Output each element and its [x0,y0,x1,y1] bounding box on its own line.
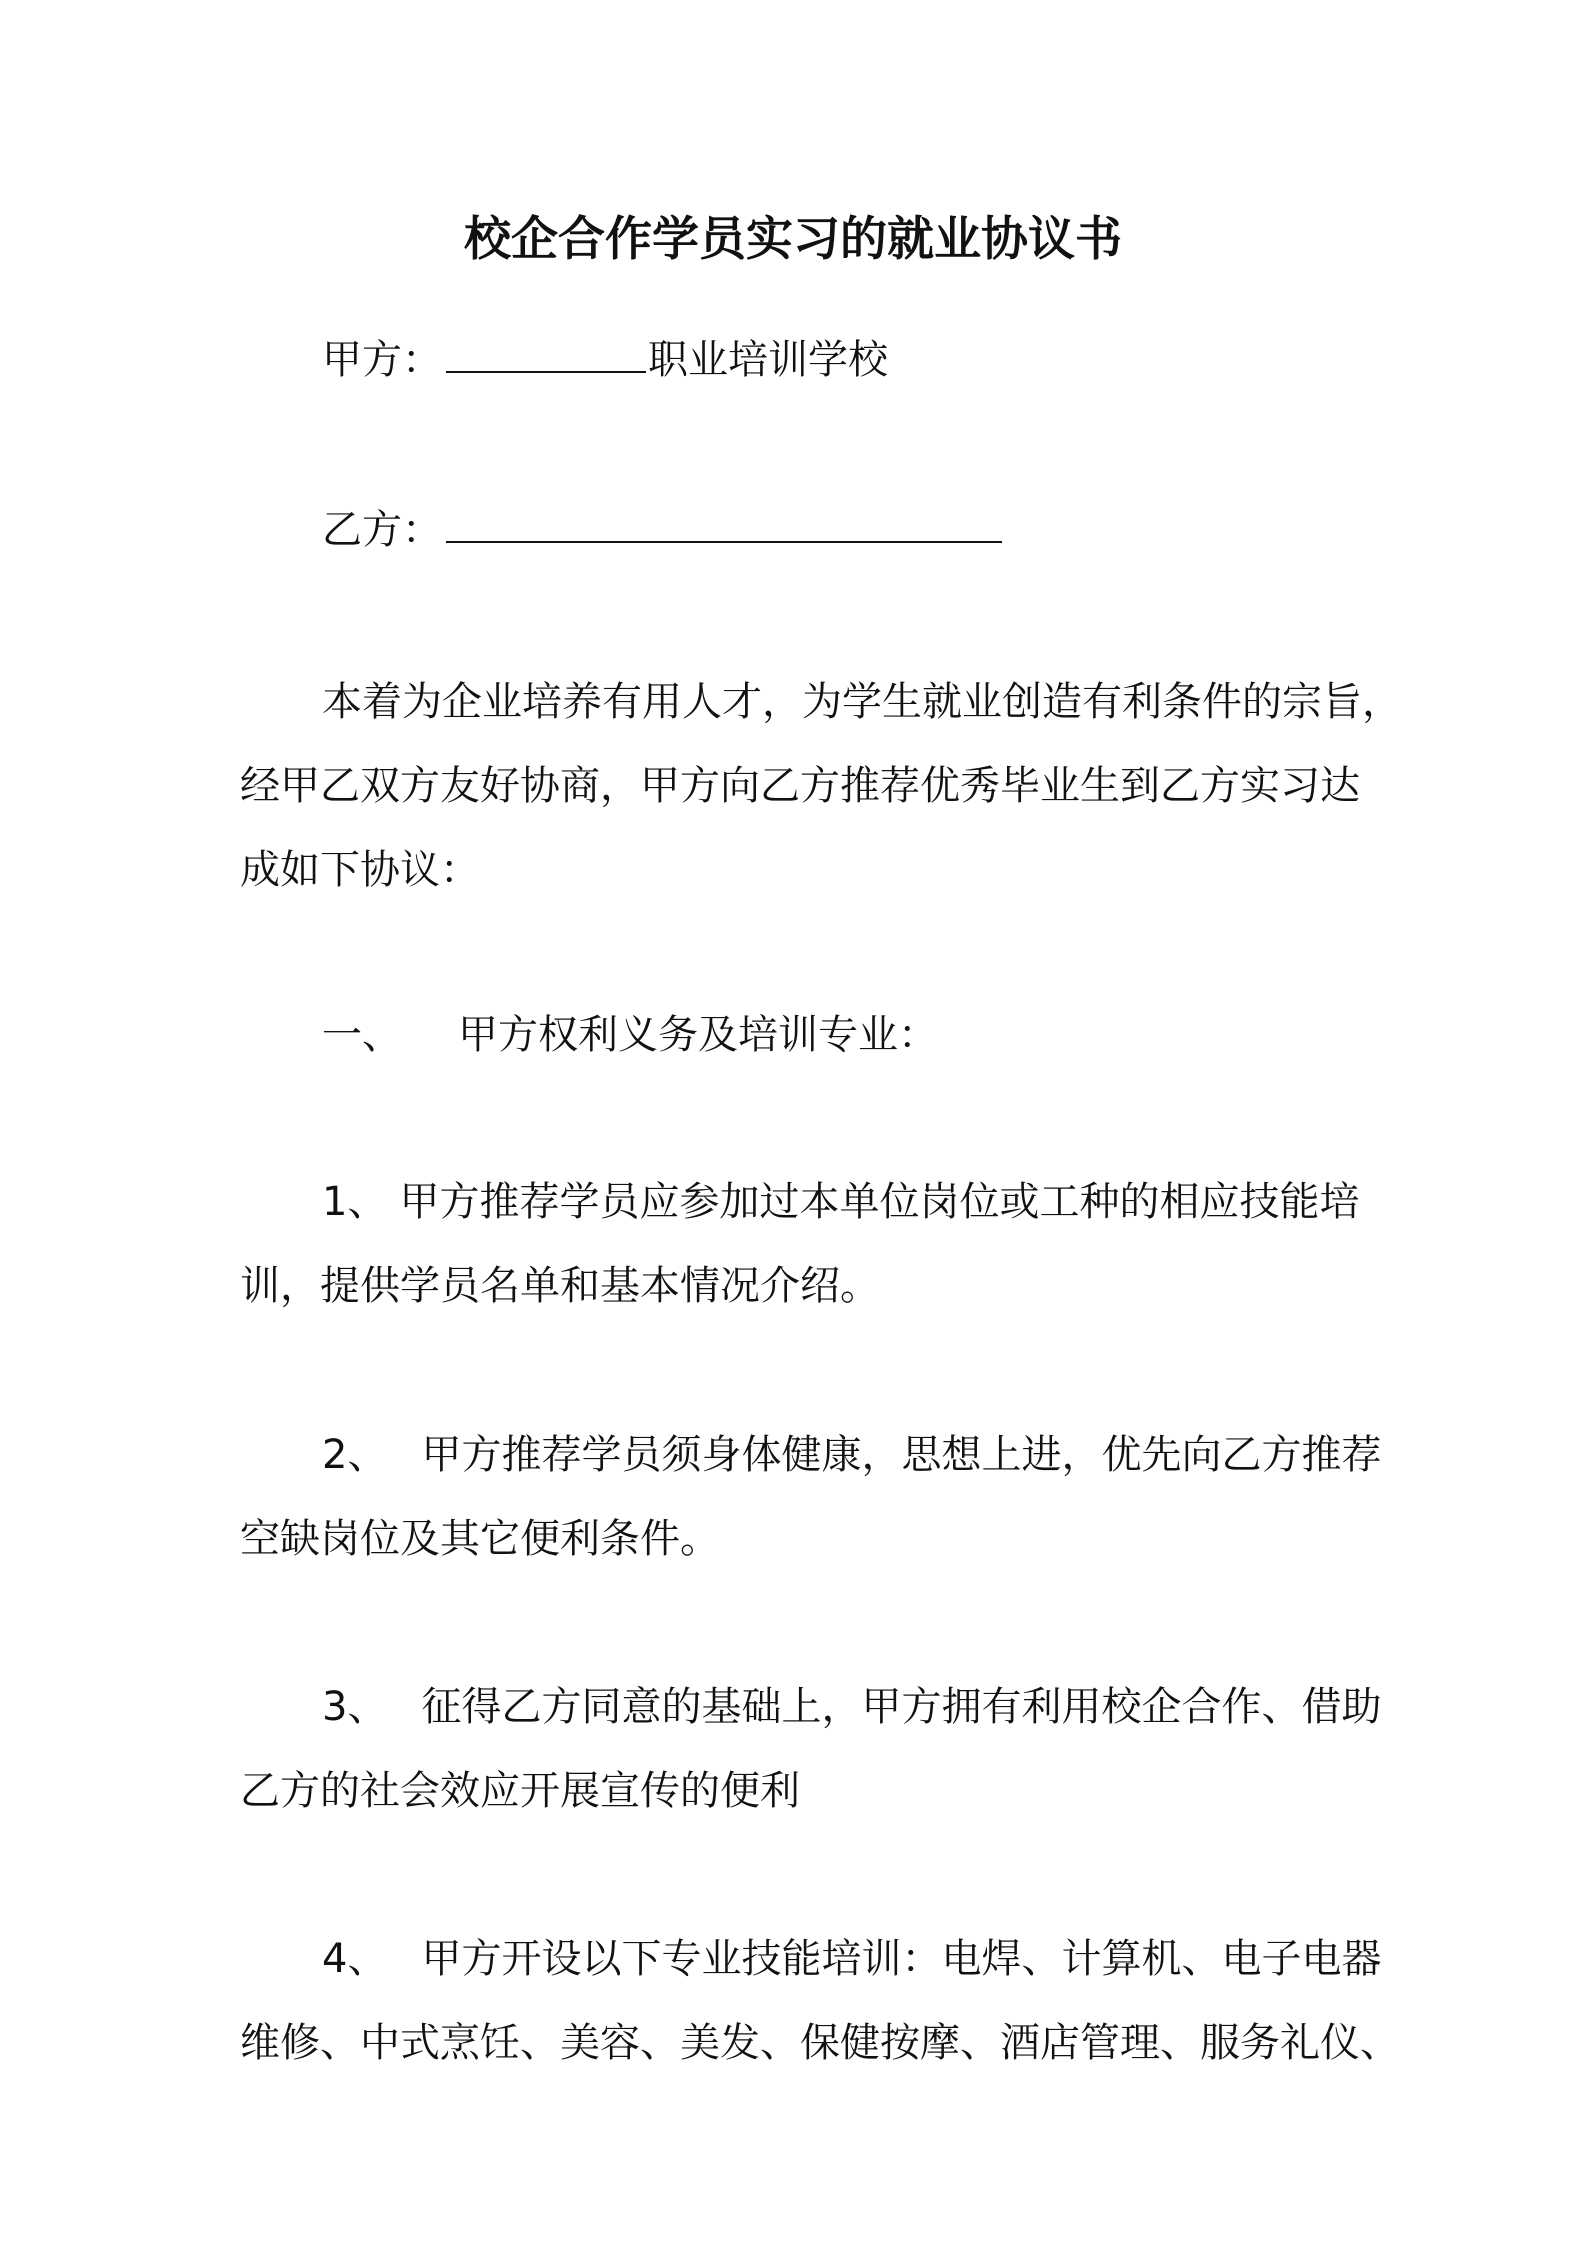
party-b-line [322,488,1004,572]
list-item-first-line [240,1413,1390,1497]
list-item [240,1665,1390,1833]
list-item-number: 2、 [322,1432,388,1478]
party-b-label: 乙方： [322,507,442,553]
party-a-line [322,318,888,402]
list-item-text: 甲方开设以下专业技能培训：电焊、计算机、电子电器 [421,1936,1382,1982]
list-item-text: 空缺岗位及其它便利条件。 [240,1516,720,1562]
list-item-text: 乙方的社会效应开展宣传的便利 [240,1768,800,1814]
intro-line: 成如下协议： [240,847,480,893]
list-item-text: 维修、中式烹饪、美容、美发、保健按摩、酒店管理、服务礼仪、 [240,2020,1400,2066]
party-a-label: 甲方： [322,337,442,383]
intro-line: 经甲乙双方友好协商，甲方向乙方推荐优秀毕业生到乙方实习达 [240,763,1360,809]
list-item [240,1413,1390,1581]
list-item [240,1160,1390,1328]
list-item-text: 甲方推荐学员须身体健康，思想上进，优先向乙方推荐 [421,1432,1382,1478]
list-item-first-line [240,1160,1390,1244]
party-a-blank [446,325,646,373]
party-a-suffix: 职业培训学校 [648,337,888,383]
list-item-first-line [240,1917,1390,2001]
section-number: 一、 [322,1012,402,1058]
intro-line: 本着为企业培养有用人才，为学生就业创造有利条件的宗旨， [322,679,1402,725]
list-item-number: 4、 [322,1936,388,1982]
list-item-number: 1、 [322,1179,388,1225]
party-b-blank [446,495,1002,543]
list-item-text: 甲方推荐学员应参加过本单位岗位或工种的相应技能培 [399,1179,1360,1225]
list-item [240,1917,1400,2085]
list-item-text: 征得乙方同意的基础上，甲方拥有利用校企合作、借助 [421,1684,1382,1730]
list-item-number: 3、 [322,1684,388,1730]
list-item-first-line [240,1665,1390,1749]
list-item-text: 训，提供学员名单和基本情况介绍。 [240,1263,880,1309]
section-heading-text: 甲方权利义务及培训专业： [458,1012,938,1058]
intro-paragraph [240,660,1402,912]
section-heading [322,993,938,1077]
document-title: 校企合作学员实习的就业协议书 [464,212,1122,267]
